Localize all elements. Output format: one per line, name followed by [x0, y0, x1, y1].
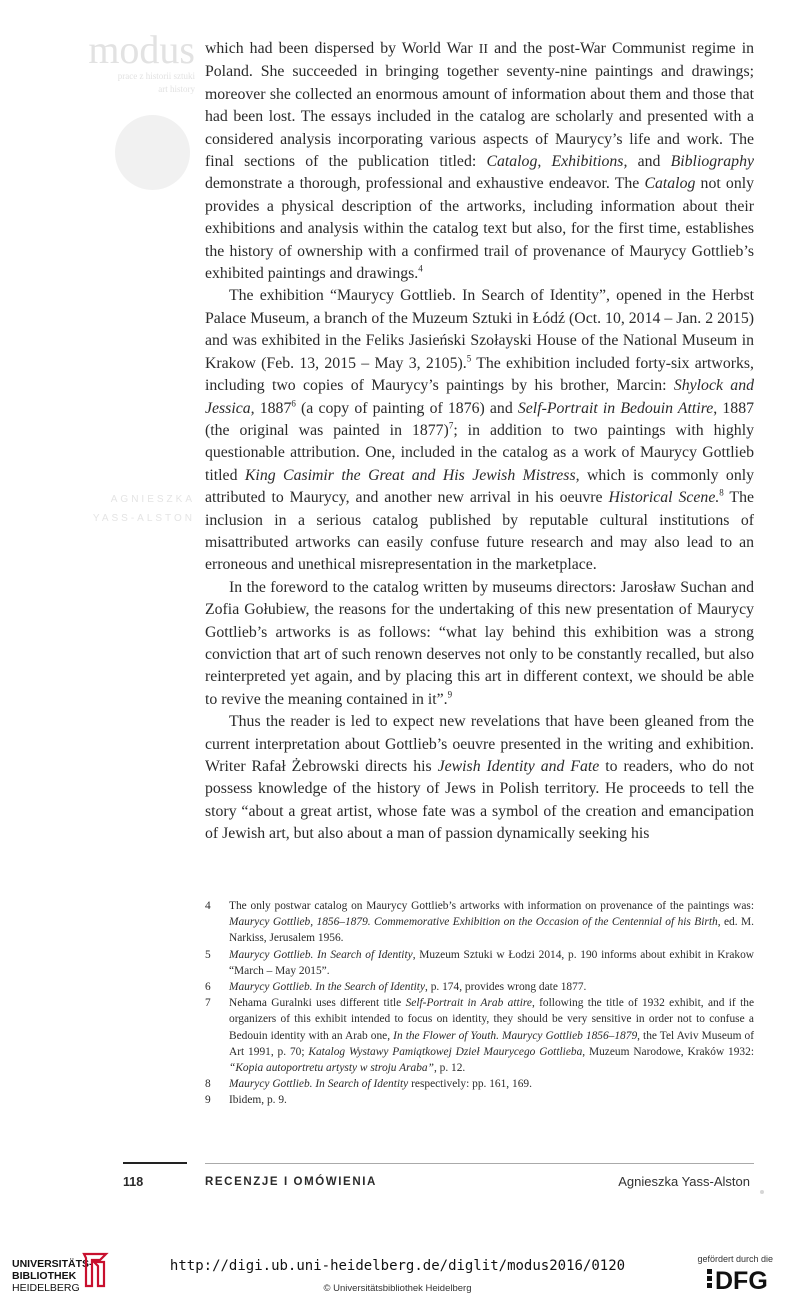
paragraph-3: [205, 577, 754, 711]
page-number: 118: [123, 1175, 144, 1189]
dfg-logo-icon[interactable]: [707, 1265, 787, 1293]
footnote-number: 5: [205, 948, 211, 961]
text-run: , Muzeum Narodowe, Kraków 1932:: [582, 1045, 754, 1058]
footnote-number: 8: [205, 1078, 211, 1091]
footnote-ref[interactable]: 5: [466, 353, 472, 364]
bleed-through-sub2: art history: [158, 84, 195, 94]
text-run: (a copy of painting of 1876) and: [295, 399, 518, 417]
bleed-through-author: [80, 490, 195, 528]
text-run: Ibidem, p. 9.: [229, 1094, 287, 1107]
text-run: The only postwar catalog on Maurycy Gottlieb’s artworks with information on provenance of the paintings was:: [229, 900, 754, 912]
bleed-through-author-line2: YASS-ALSTON: [92, 513, 195, 524]
scan-dot: [760, 1190, 764, 1194]
running-author: Agnieszka Yass-Alston: [618, 1174, 750, 1189]
funding-label: gefördert durch die: [697, 1254, 773, 1264]
footnote-number: 7: [205, 997, 211, 1010]
text-run: to readers, who do not possess knowledge of the history of Jews in Polish territory. He proceeds to tell the story “about a great artist, whose fate was a symbol of the creation and emancipation of Jewish art, but also about a man of passion dynamically seeking his: [205, 758, 755, 843]
footnote-ref[interactable]: 6: [291, 398, 296, 409]
text-run: respectively: pp. 161, 169.: [408, 1078, 532, 1091]
footnotes: [205, 898, 754, 1109]
text-run: , the Tel Aviv Museum of Art 1991, p. 70;: [229, 1029, 754, 1058]
bleed-through-journal-word: modus: [88, 27, 195, 72]
text-run: and the post-War Communist regime in Poland. She succeeded in bringing together seventy-nine paintings and drawings; moreover she collected an enormous amount of information about them and those that had been lost. The essays included in the catalog are scholarly and presented with a considered analysis incorporating various aspects of Maurycy’s life and work. The final sections of the publication titled:: [205, 40, 754, 171]
footnote-ref[interactable]: 8: [719, 487, 724, 498]
footnote-5: [205, 947, 754, 979]
footnote-7: [205, 995, 754, 1076]
footnote-ref[interactable]: 9: [447, 689, 453, 700]
text-run: demonstrate a thorough, professional and exhaustive endeavor. The: [205, 175, 645, 193]
text-run: , Muzeum Sztuki w Łodzi 2014, p. 190 informs about exhibit in Krakow “March – May 2015”.: [229, 948, 754, 977]
footnote-ref[interactable]: 4: [418, 263, 423, 274]
roman-numeral: II: [478, 42, 489, 57]
footer-rule: [205, 1163, 754, 1164]
paragraph-1: [205, 38, 754, 285]
italic-title: In the Flower of Youth. Maurycy Gottlieb 1856–1879: [393, 1029, 638, 1042]
bleed-through-sub1: prace z historii sztuki: [117, 71, 195, 81]
text-run: , ed. M. Narkiss, Jerusalem 1956.: [229, 916, 754, 945]
text-run: The inclusion in a serious catalog published by reputable cultural institutions of misattributed artworks can easily confuse future research and may also lead to an erroneous and unethical misrepresentation in the marketplace.: [205, 489, 754, 574]
paragraph-4: [205, 711, 754, 845]
italic-title: Maurycy Gottlieb, 1856–1879. Commemorative Exhibition on the Occasion of the Centennial of his Birth: [229, 916, 718, 929]
body-text: [205, 38, 754, 846]
italic-title: Historical Scene.: [608, 489, 720, 507]
footnote-number: 9: [205, 1094, 211, 1107]
footnote-4: [205, 898, 754, 947]
italic-title: Maurycy Gottlieb. In Search of Identity: [229, 948, 413, 961]
section-title: RECENZJE I OMÓWIENIA: [205, 1176, 377, 1188]
italic-title: King Casimir the Great and His Jewish Mistress,: [244, 466, 580, 484]
italic-title: Catalog: [644, 175, 696, 193]
text-run: , p. 12.: [433, 1062, 466, 1075]
text-run: In the foreword to the catalog written by museums directors: Jarosław Suchan and Zofia Gołubiew, the reasons for the undertaking of this new presentation of Maurycy Gottlieb’s artworks is as follows: “what lay behind this exhibition was a strong conviction that art of such renown deserves not only to be constantly recalled, but also reinterpreted yet again, and by placing this art in different context, we should be able to revive the meaning contained in it”.: [205, 578, 754, 708]
footnote-ref[interactable]: 7: [448, 420, 454, 431]
italic-title: Bibliography: [670, 153, 754, 171]
italic-title: Shylock and Jessica,: [205, 377, 755, 417]
dfg-logo-text: DFG: [715, 1267, 768, 1293]
bleed-through-emblem: [115, 115, 190, 190]
footnote-number: 6: [205, 981, 211, 994]
footnote-6: [205, 979, 754, 995]
text-run: and: [627, 153, 671, 171]
footnote-number: 4: [205, 900, 211, 912]
copyright-notice: © Universitätsbibliothek Heidelberg: [323, 1283, 472, 1294]
permalink[interactable]: http://digi.ub.uni-heidelberg.de/diglit/modus2016/0120: [169, 1258, 626, 1274]
italic-title: Catalog, Exhibitions,: [486, 153, 628, 171]
text-run: Thus the reader is led to expect new revelations that have been gleaned from the current interpretation about Gottlieb’s oeuvre presented in the writing and exhibition. Writer Rafał Żebrowski directs his: [205, 713, 754, 775]
library-name-line2: BIBLIOTHEK: [12, 1270, 77, 1282]
italic-title: “Kopia autoportretu artysty w stroju Araba”: [229, 1062, 434, 1075]
italic-title: Jewish Identity and Fate: [437, 758, 600, 775]
text-run: 1887: [254, 399, 292, 417]
digitization-footer: [0, 1245, 795, 1304]
library-name-line1: UNIVERSITÄTS-: [12, 1258, 93, 1270]
text-run: Nehama Guralnki uses different title: [229, 997, 406, 1010]
text-run: ; in addition to two paintings with highly questionable attribution. One, included in the catalog as a work of Maurycy Gottlieb titled: [205, 421, 754, 484]
bleed-through-author-line1: AGNIESZKA: [110, 494, 195, 505]
bleed-through-masthead: [70, 27, 195, 96]
text-run: , 1887 (the original was painted in 1877): [205, 399, 754, 439]
footnote-8: [205, 1076, 754, 1092]
text-run: The exhibition “Maurycy Gottlieb. In Search of Identity”, opened in the Herbst Palace Museum, a branch of the Muzeum Sztuki in Łódź (Oct. 10, 2014 – Jan. 2 2015) and was exhibited in the Feliks Jasieński Szołayski House of the National Museum in Krakow (Feb. 13, 2015 – May 3, 2105).: [205, 287, 754, 372]
text-run: not only provides a physical description of the artworks, including information about their exhibitions and analysis within the catalog text but also, for the first time, establishes the history of ownership with a confirmed trail of provenance of Maurycy Gottlieb’s exhibited paintings and drawings.: [205, 175, 755, 283]
footnote-9: [205, 1092, 754, 1108]
paragraph-2: [205, 285, 754, 576]
italic-title: Self-Portrait in Arab attire: [405, 997, 532, 1010]
text-run: , following the title of 1932 exhibit, and if the organizers of this exhibit intended to focus on identity, they should be very sensitive in order not to confuse a Bedouin identity with an Arab one,: [229, 997, 755, 1042]
text-run: which had been dispersed by World War: [205, 40, 479, 57]
text-run: , p. 174, provides wrong date 1877.: [425, 981, 587, 994]
italic-title: Maurycy Gottlieb. In Search of Identity: [229, 1078, 409, 1091]
text-run: which is commonly only attributed to Maurycy, and another new arrival in his oeuvre: [205, 466, 755, 507]
italic-title: Self-Portrait in Bedouin Attire: [517, 399, 714, 417]
library-name-line3: HEIDELBERG: [12, 1282, 80, 1294]
text-run: The exhibition included forty-six artworks, including two copies of Maurycy’s paintings by his brother, Marcin:: [205, 354, 754, 395]
page-number-rule: [123, 1162, 187, 1164]
italic-title: Katalog Wystawy Pamiątkowej Dzieł Maurycego Gottlieba: [308, 1045, 583, 1058]
italic-title: Maurycy Gottlieb. In the Search of Identity: [229, 981, 426, 994]
